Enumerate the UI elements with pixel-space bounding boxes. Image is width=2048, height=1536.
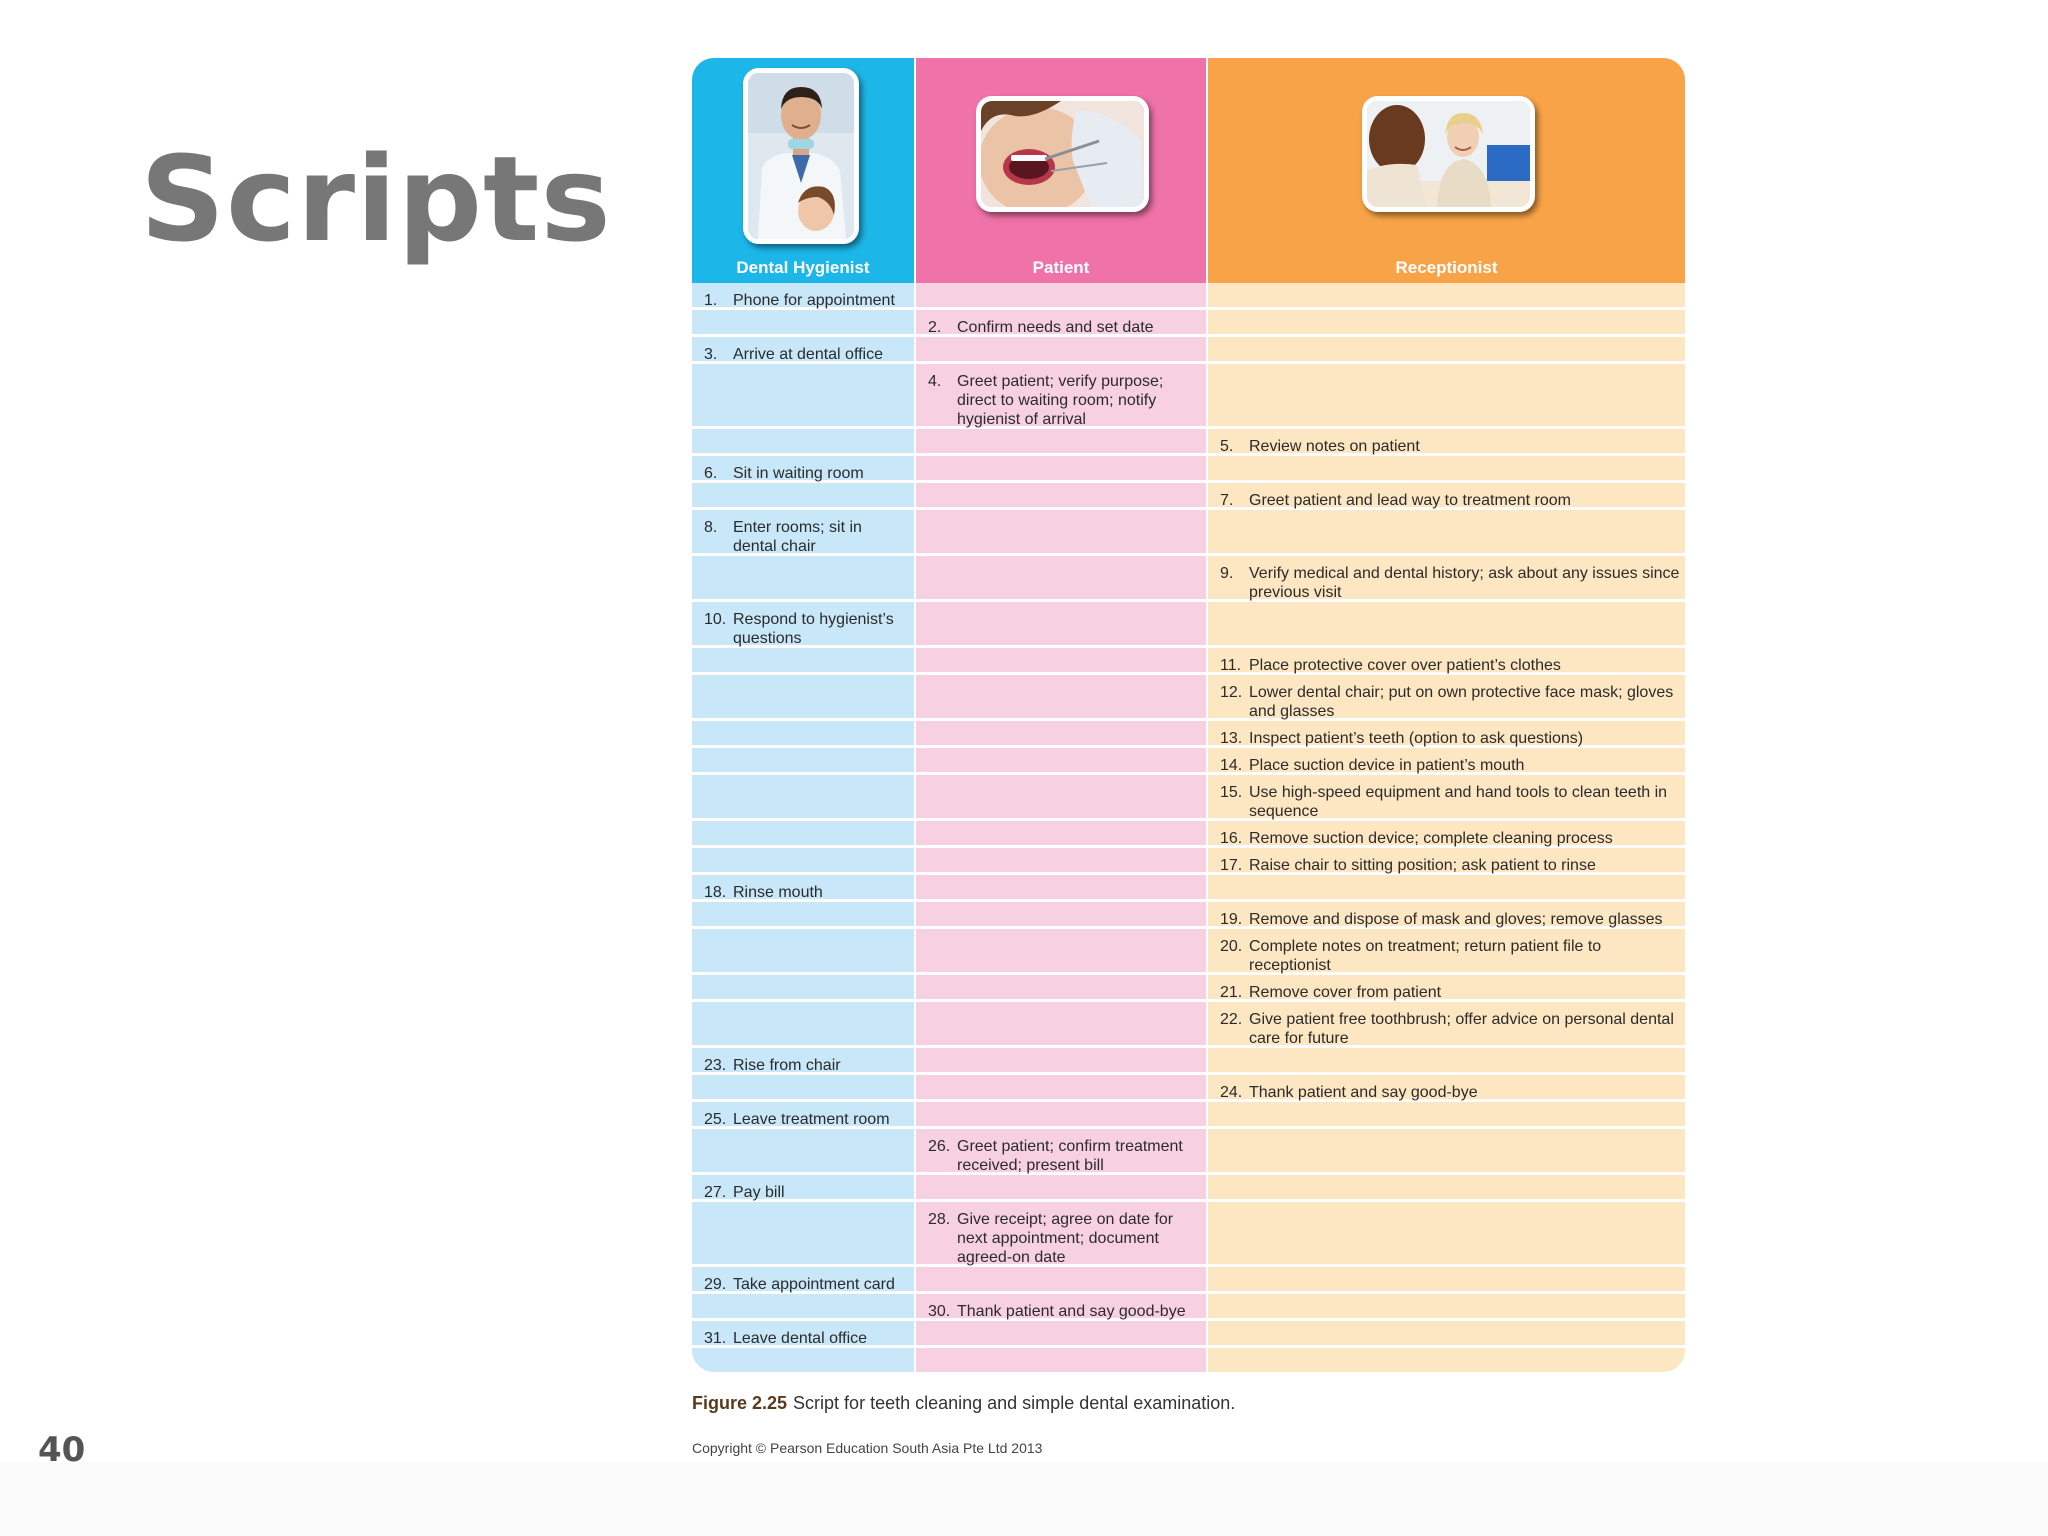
step-number: 30.	[928, 1303, 951, 1320]
step-text: Respond to hygienist’s questions	[733, 611, 894, 647]
step-row	[692, 602, 1685, 648]
column-label-patient: Patient	[1032, 258, 1090, 277]
slide-title: Scripts	[140, 130, 612, 268]
step-cell	[704, 345, 909, 364]
step-row	[692, 1321, 1685, 1348]
step-text: Thank patient and say good-bye	[957, 1303, 1186, 1320]
step-text: Use high-speed equipment and hand tools to clean teeth in sequence	[1249, 784, 1668, 820]
step-number: 3.	[704, 346, 718, 363]
step-row	[692, 775, 1685, 821]
step-text: Sit in waiting room	[733, 465, 864, 482]
step-text: Take appointment card	[733, 1276, 895, 1293]
step-text: Give patient free toothbrush; offer advice on personal dental care for future	[1249, 1011, 1674, 1047]
step-cell	[704, 1275, 909, 1294]
step-number: 19.	[1220, 911, 1243, 928]
step-row	[692, 875, 1685, 902]
step-cell	[1220, 564, 1682, 602]
step-row	[692, 721, 1685, 748]
step-cell	[1220, 729, 1682, 748]
step-number: 29.	[704, 1276, 727, 1293]
slide-footer-band	[0, 1462, 2048, 1536]
dentist-with-patient-photo	[743, 68, 859, 244]
step-number: 13.	[1220, 730, 1243, 747]
step-cell	[1220, 829, 1682, 848]
step-cell	[704, 610, 909, 648]
step-cell	[1220, 437, 1682, 456]
step-number: 4.	[928, 373, 942, 390]
step-row	[692, 1075, 1685, 1102]
step-cell	[1220, 910, 1682, 929]
step-cell	[1220, 1083, 1682, 1102]
step-number: 11.	[1220, 657, 1242, 674]
step-text: Phone for appointment	[733, 292, 895, 309]
header-receptionist	[1208, 58, 1685, 283]
step-cell	[1220, 1010, 1682, 1048]
step-text: Lower dental chair; put on own protective face mask; gloves and glasses	[1249, 684, 1674, 720]
step-row	[692, 283, 1685, 310]
step-row	[692, 429, 1685, 456]
step-text: Complete notes on treatment; return patient file to receptionist	[1249, 938, 1602, 974]
step-text: Arrive at dental office	[733, 346, 884, 363]
step-row	[692, 364, 1685, 429]
step-text: Rise from chair	[733, 1057, 841, 1074]
step-text: Leave treatment room	[733, 1111, 890, 1128]
step-cell	[928, 1302, 1204, 1321]
step-number: 15.	[1220, 784, 1243, 801]
step-cell	[704, 1329, 909, 1348]
step-text: Confirm needs and set date	[957, 319, 1154, 336]
step-row	[692, 929, 1685, 975]
step-cell	[704, 1056, 909, 1075]
step-cell	[928, 318, 1204, 337]
step-row	[692, 902, 1685, 929]
step-cell	[1220, 683, 1682, 721]
step-row	[692, 1294, 1685, 1321]
step-number: 12.	[1220, 684, 1243, 701]
step-row	[692, 648, 1685, 675]
step-number: 1.	[704, 292, 718, 309]
step-number: 16.	[1220, 830, 1243, 847]
step-text: Greet patient and lead way to treatment room	[1249, 492, 1571, 509]
patient-open-mouth-photo	[976, 96, 1149, 212]
step-row	[692, 1102, 1685, 1129]
step-number: 10.	[704, 611, 727, 628]
step-number: 9.	[1220, 565, 1234, 582]
step-cell	[704, 883, 909, 902]
column-label-receptionist: Receptionist	[1395, 258, 1498, 277]
step-cell	[928, 1210, 1204, 1267]
step-number: 23.	[704, 1057, 727, 1074]
step-cell	[704, 1183, 909, 1202]
step-number: 31.	[704, 1330, 727, 1347]
step-text: Rinse mouth	[733, 884, 823, 901]
header-dental-hygienist	[692, 58, 914, 283]
page-number: 40	[38, 1430, 86, 1470]
step-text: Review notes on patient	[1249, 438, 1420, 455]
step-row	[692, 848, 1685, 875]
step-number: 18.	[704, 884, 727, 901]
step-row	[692, 1048, 1685, 1075]
figure-caption-text: Script for teeth cleaning and simple dental examination.	[793, 1393, 1236, 1413]
step-text: Greet patient; verify purpose; direct to waiting room; notify hygienist of arrival	[957, 373, 1164, 428]
step-row	[692, 1129, 1685, 1175]
figure-caption	[692, 1393, 1235, 1414]
step-cell	[704, 464, 909, 483]
step-text: Inspect patient’s teeth (option to ask questions)	[1249, 730, 1584, 747]
step-row	[692, 675, 1685, 721]
step-row	[692, 510, 1685, 556]
step-text: Remove suction device; complete cleaning process	[1249, 830, 1613, 847]
step-number: 22.	[1220, 1011, 1243, 1028]
script-steps-table	[692, 283, 1685, 1348]
step-cell	[1220, 937, 1682, 975]
step-text: Thank patient and say good-bye	[1249, 1084, 1478, 1101]
step-number: 27.	[704, 1184, 727, 1201]
step-number: 17.	[1220, 857, 1243, 874]
step-text: Raise chair to sitting position; ask patient to rinse	[1249, 857, 1596, 874]
step-text: Pay bill	[733, 1184, 785, 1201]
step-number: 21.	[1220, 984, 1243, 1001]
step-number: 2.	[928, 319, 942, 336]
step-cell	[1220, 656, 1682, 675]
step-row	[692, 748, 1685, 775]
step-row	[692, 975, 1685, 1002]
step-row	[692, 310, 1685, 337]
step-text: Place protective cover over patient’s clothes	[1249, 657, 1561, 674]
copyright-notice: Copyright © Pearson Education South Asia Pte Ltd 2013	[692, 1440, 1043, 1456]
step-number: 6.	[704, 465, 718, 482]
step-number: 20.	[1220, 938, 1243, 955]
step-cell	[704, 1110, 909, 1129]
step-number: 5.	[1220, 438, 1234, 455]
step-cell	[1220, 783, 1682, 821]
figure-number: Figure 2.25	[692, 1393, 788, 1413]
receptionist-photo	[1362, 96, 1535, 212]
step-cell	[704, 291, 909, 310]
column-label-hygienist: Dental Hygienist	[736, 258, 870, 277]
step-row	[692, 1267, 1685, 1294]
step-cell	[1220, 856, 1682, 875]
step-number: 14.	[1220, 757, 1243, 774]
step-number: 8.	[704, 519, 718, 536]
step-number: 26.	[928, 1138, 951, 1155]
step-text: Verify medical and dental history; ask about any issues since previous visit	[1249, 565, 1680, 601]
step-row	[692, 483, 1685, 510]
step-cell	[928, 372, 1204, 429]
step-row	[692, 821, 1685, 848]
step-row	[692, 456, 1685, 483]
step-row	[692, 1002, 1685, 1048]
step-text: Give receipt; agree on date for next appointment; document agreed-on date	[957, 1211, 1174, 1266]
step-cell	[928, 1137, 1204, 1175]
script-figure	[692, 58, 1685, 1372]
step-text: Greet patient; confirm treatment received; present bill	[957, 1138, 1183, 1174]
header-patient	[916, 58, 1206, 283]
step-number: 25.	[704, 1111, 727, 1128]
step-cell	[704, 518, 909, 556]
step-number: 7.	[1220, 492, 1234, 509]
step-number: 24.	[1220, 1084, 1243, 1101]
step-cell	[1220, 756, 1682, 775]
step-row	[692, 337, 1685, 364]
step-text: Remove cover from patient	[1249, 984, 1442, 1001]
step-text: Leave dental office	[733, 1330, 868, 1347]
step-text: Remove and dispose of mask and gloves; remove glasses	[1249, 911, 1663, 928]
step-number: 28.	[928, 1211, 951, 1228]
step-row	[692, 1175, 1685, 1202]
step-row	[692, 556, 1685, 602]
step-cell	[1220, 491, 1682, 510]
step-text: Enter rooms; sit in dental chair	[733, 519, 862, 555]
step-text: Place suction device in patient’s mouth	[1249, 757, 1525, 774]
step-row	[692, 1202, 1685, 1267]
step-cell	[1220, 983, 1682, 1002]
